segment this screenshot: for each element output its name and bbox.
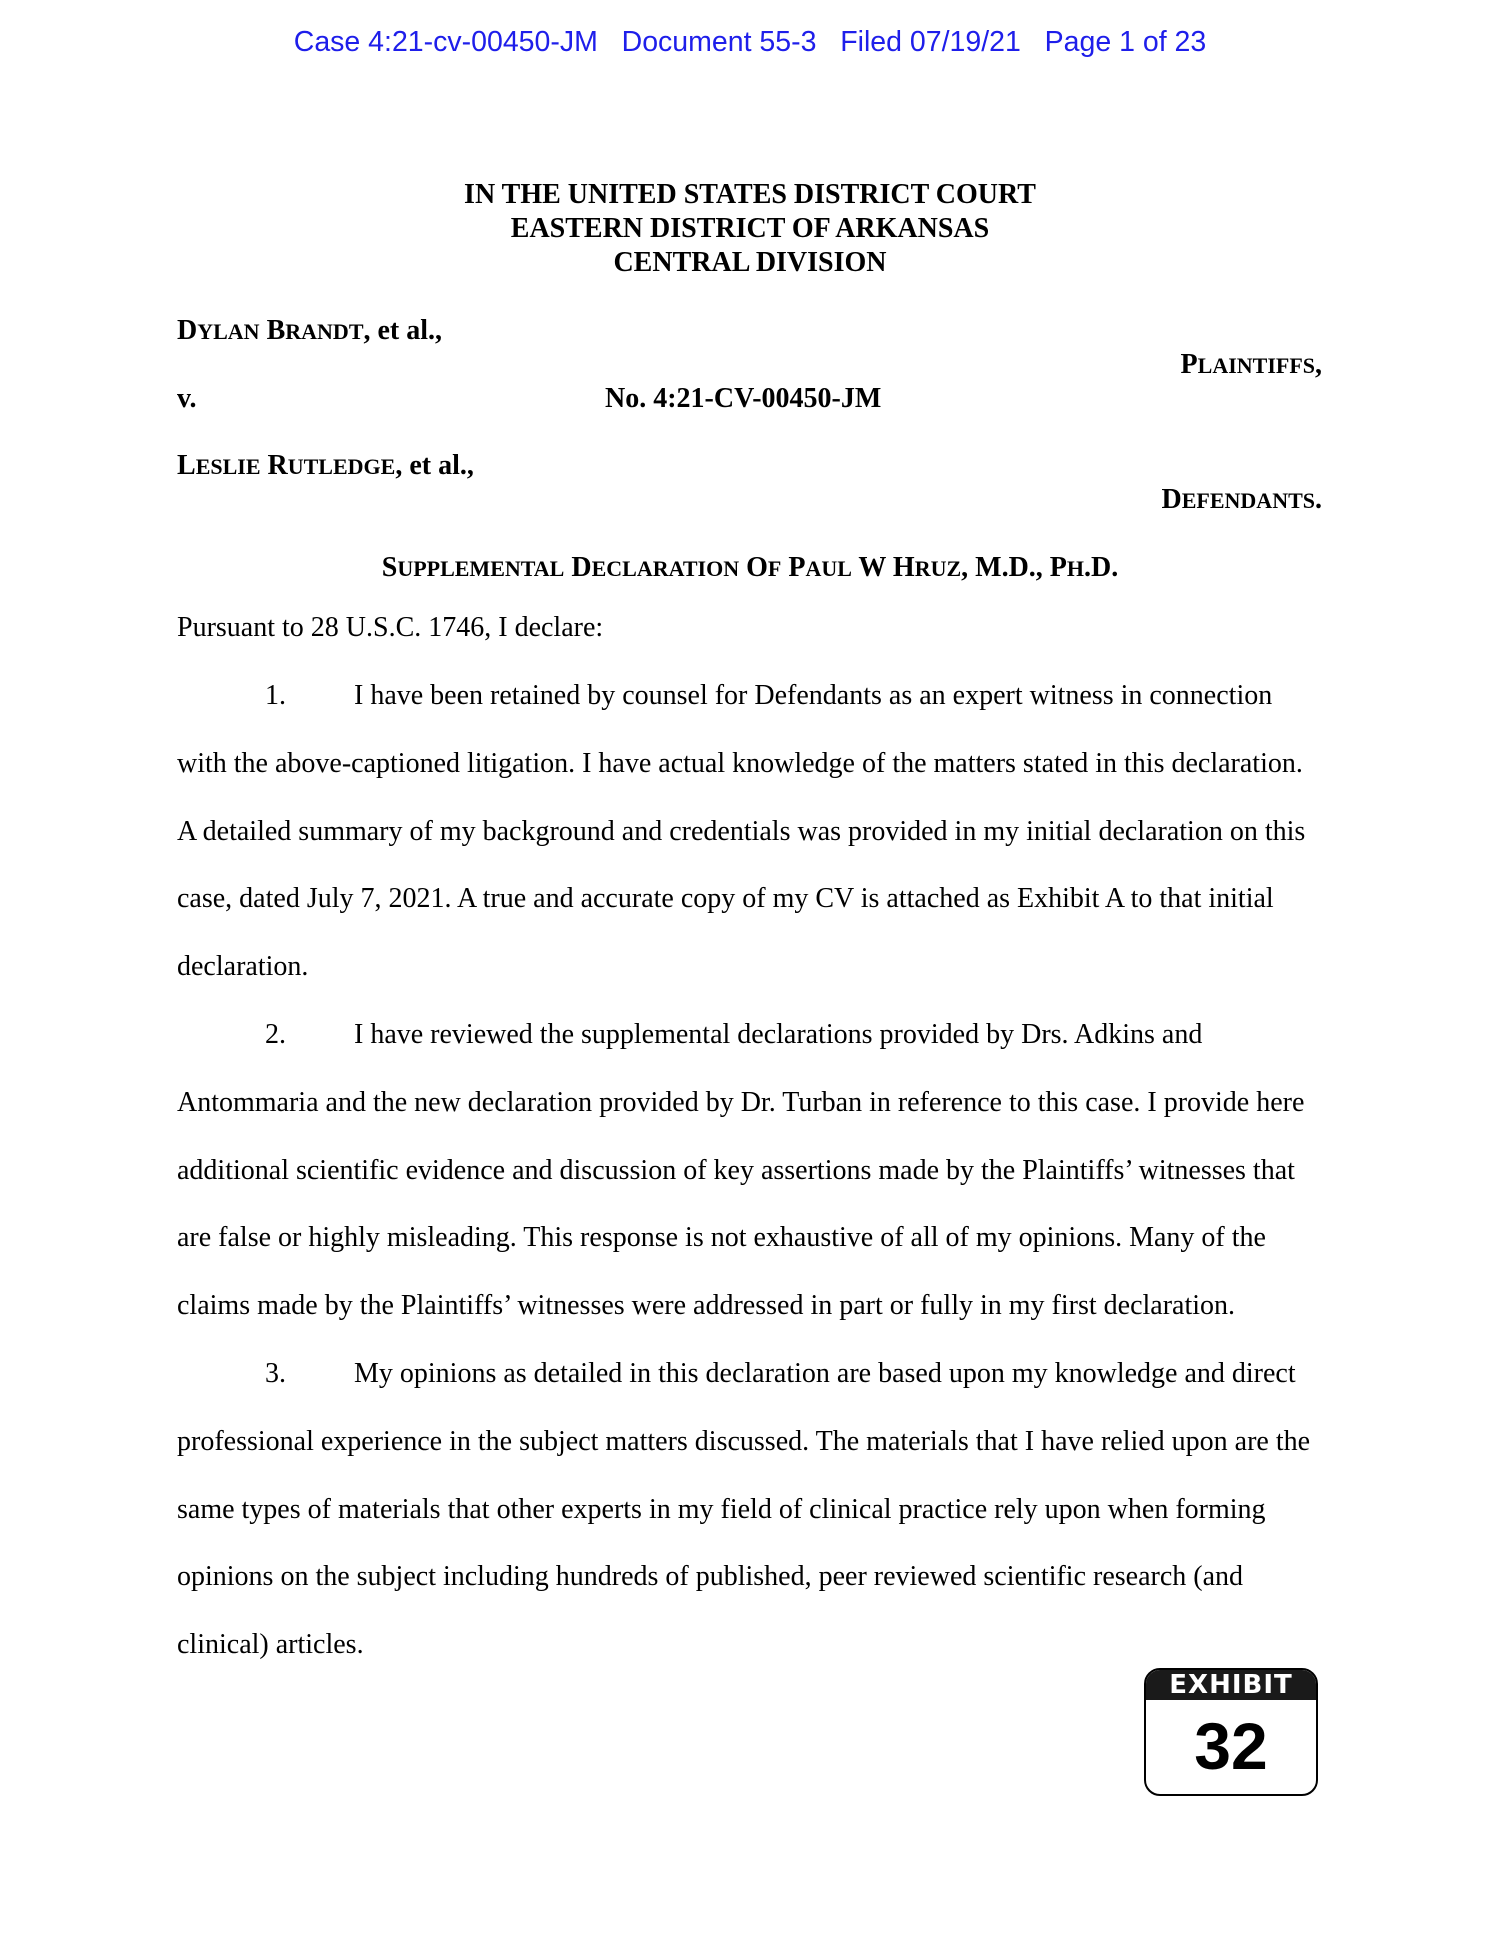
paragraph-text: I have reviewed the supplemental declarations provided by Drs. Adkins and Antommaria and the new declaration provided by Dr. Turban in reference to this case. I provide here additional scientific evidence and discussion of key assertions made by the Plaintiffs’ witnesses that are false or highly misleading. This response is not exhaustive of all of my opinions. Many of the claims made by the Plaintiffs’ witnesses were addressed in part or fully in my first declaration. xyxy=(177,1018,1305,1322)
court-division: CENTRAL DIVISION xyxy=(613,247,887,278)
court-district: EASTERN DISTRICT OF ARKANSAS xyxy=(510,213,990,244)
paragraph-text: My opinions as detailed in this declaration are based upon my knowledge and direct professional experience in the subject matters discussed. The materials that I have relied upon are the same types of materials that other experts in my field of clinical practice rely upon when forming opinions on the subject including hundreds of published, peer reviewed scientific research (and clinical) articles. xyxy=(177,1357,1311,1661)
paragraph-2 xyxy=(177,1001,1323,1340)
exhibit-sticker xyxy=(1144,1668,1318,1796)
paragraph-text: I have been retained by counsel for Defendants as an expert witness in connection with the above-captioned litigation. I have actual knowledge of the matters stated in this declaration. A detailed summary of my background and credentials was provided in my initial declaration on this case, dated July 7, 2021. A true and accurate copy of my CV is attached as Exhibit A to that initial declaration. xyxy=(177,680,1306,983)
court-heading xyxy=(0,178,1500,280)
paragraph-number: 2. xyxy=(265,1018,286,1050)
declaration-body xyxy=(177,662,1323,1679)
paragraph-number: 3. xyxy=(265,1357,286,1389)
defendant-name: LESLIE RUTLEDGE, et al., xyxy=(177,450,474,481)
court-name: IN THE UNITED STATES DISTRICT COURT xyxy=(464,179,1036,210)
case-number: No. 4:21-CV-00450-JM xyxy=(605,383,882,414)
intro-line: Pursuant to 28 U.S.C. 1746, I declare: xyxy=(177,612,604,643)
versus: v. xyxy=(177,383,197,414)
ecf-filing-header: Case 4:21-cv-00450-JM Document 55-3 Filed 07/19/21 Page 1 of 23 xyxy=(293,26,1207,58)
paragraph-number: 1. xyxy=(265,680,286,711)
exhibit-number: 32 xyxy=(1194,1709,1268,1783)
exhibit-label: EXHIBIT xyxy=(1146,1670,1316,1700)
paragraph-1 xyxy=(177,662,1323,1001)
defendants-label: DEFENDANTS. xyxy=(1161,484,1322,515)
paragraph-3 xyxy=(177,1340,1323,1679)
plaintiffs-label: PLAINTIFFS, xyxy=(1180,349,1322,380)
plaintiff-name: DYLAN BRANDT, et al., xyxy=(177,315,443,346)
document-title: SUPPLEMENTAL DECLARATION OF PAUL W HRUZ, M.D., PH.D. xyxy=(381,552,1119,583)
